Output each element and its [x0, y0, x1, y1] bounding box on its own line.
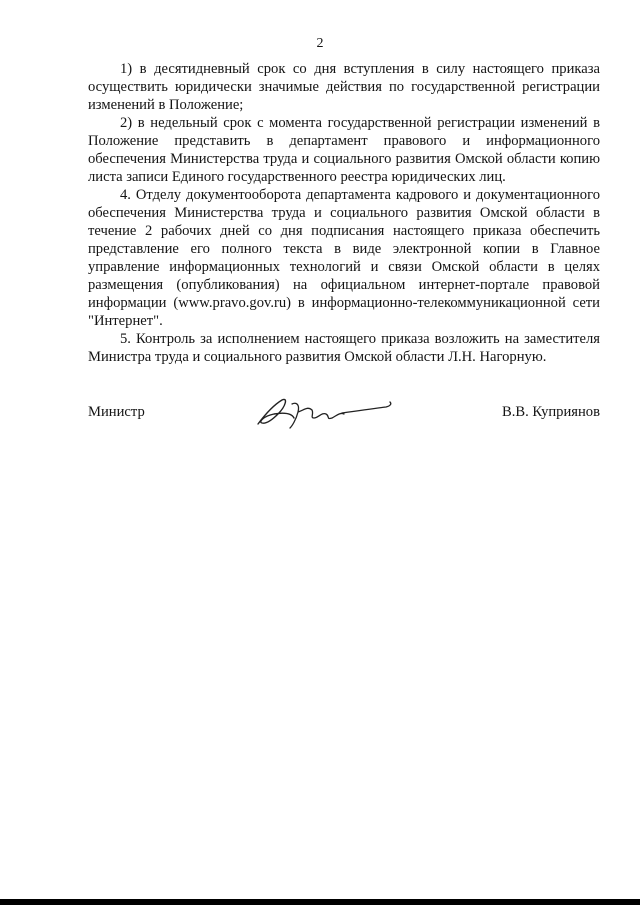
signatory-title: Министр	[88, 404, 145, 420]
signatory-name: В.В. Куприянов	[502, 404, 600, 420]
paragraph-1: 1) в десятидневный срок со дня вступления в силу настоящего приказа осуществить юридически значимые действия по государственной регистрации изменений в Положение;	[88, 61, 600, 113]
handwritten-signature-image	[252, 392, 402, 432]
page-number: 2	[316, 36, 324, 51]
signature-block	[88, 392, 600, 432]
paragraph-3: 4. Отделу документооборота департамента кадрового и документационного обеспечения Министерства труда и социального развития Омской области в течение 2 рабочих дней со дня подписания настоящего приказа обеспечить представление его полного текста в виде электронной копии в Главное управление информационных технологий и связи Омской области в целях размещения (опубликования) на официальном интернет-портале правовой информации (www.pravo.gov.ru) в информационно-телекоммуникационной сети "Интернет".	[88, 187, 600, 329]
document-body	[88, 60, 600, 366]
paragraph-2: 2) в недельный срок с момента государственной регистрации изменений в Положение представить в департамент правового и информационного обеспечения Министерства труда и социального развития Омской области копию листа записи Единого государственного реестра юридических лиц.	[88, 115, 600, 185]
paragraph-4: 5. Контроль за исполнением настоящего приказа возложить на заместителя Министра труда и социального развития Омской области Л.Н. Нагорную.	[88, 331, 600, 365]
scan-bottom-edge	[0, 899, 640, 905]
